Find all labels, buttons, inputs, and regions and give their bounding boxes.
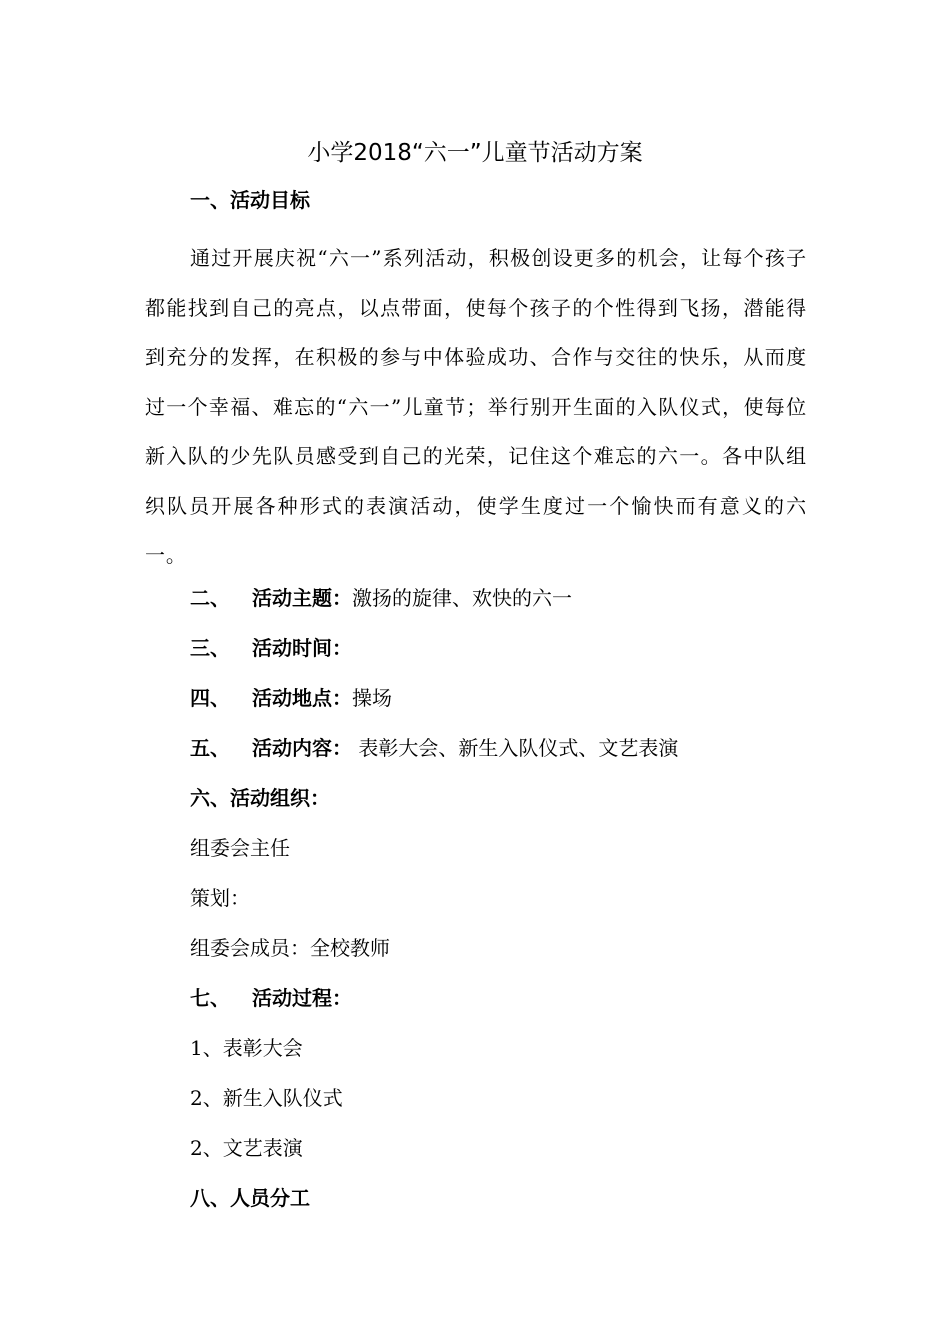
section-6-item: 组委会成员：全校教师 (190, 936, 390, 960)
section-7-label: 活动过程： (252, 986, 352, 1010)
section-6-heading: 六、活动组织： (190, 786, 330, 810)
section-4-value: 操场 (352, 686, 392, 710)
section-6-item: 组委会主任 (190, 836, 290, 860)
section-4-label: 活动地点： (252, 686, 352, 710)
section-3-label: 活动时间： (252, 636, 352, 660)
section-8-heading: 八、人员分工 (190, 1186, 310, 1210)
section-7-number: 七、 (190, 986, 230, 1010)
section-6-item: 策划： (190, 886, 250, 910)
section-7-item: 1、表彰大会 (190, 1036, 303, 1060)
section-5-number: 五、 (190, 736, 230, 760)
section-2-label: 活动主题： (252, 586, 352, 610)
section-4-line (190, 683, 392, 713)
section-2-line (190, 583, 572, 613)
section-3-line (190, 633, 352, 663)
section-7-line (190, 983, 352, 1013)
section-2-value: 激扬的旋律、欢快的六一 (352, 586, 572, 610)
section-5-line (190, 733, 678, 763)
section-1-heading: 一、活动目标 (190, 188, 310, 212)
section-2-number: 二、 (190, 586, 230, 610)
section-1-body: 通过开展庆祝“六一”系列活动，积极创设更多的机会，让每个孩子都能找到自己的亮点，以点带面，使每个孩子的个性得到飞扬，潜能得到充分的发挥，在积极的参与中体验成功、合作与交往的快乐，从而度过一个幸福、难忘的“六一”儿童节；举行别开生面的入队仪式，使每位新入队的少先队员感受到自己的光荣，记住这个难忘的六一。各中队组织队员开展各种形式的表演活动，使学生度过一个愉快而有意义的六一。 (145, 246, 807, 567)
section-7-item: 2、新生入队仪式 (190, 1086, 343, 1110)
section-7-item: 2、文艺表演 (190, 1136, 303, 1160)
section-4-number: 四、 (190, 686, 230, 710)
section-5-value: 表彰大会、新生入队仪式、文艺表演 (352, 736, 679, 760)
document-title: 小学2018“六一”儿童节活动方案 (307, 140, 643, 166)
section-3-number: 三、 (190, 636, 230, 660)
section-5-label: 活动内容： (252, 736, 352, 760)
